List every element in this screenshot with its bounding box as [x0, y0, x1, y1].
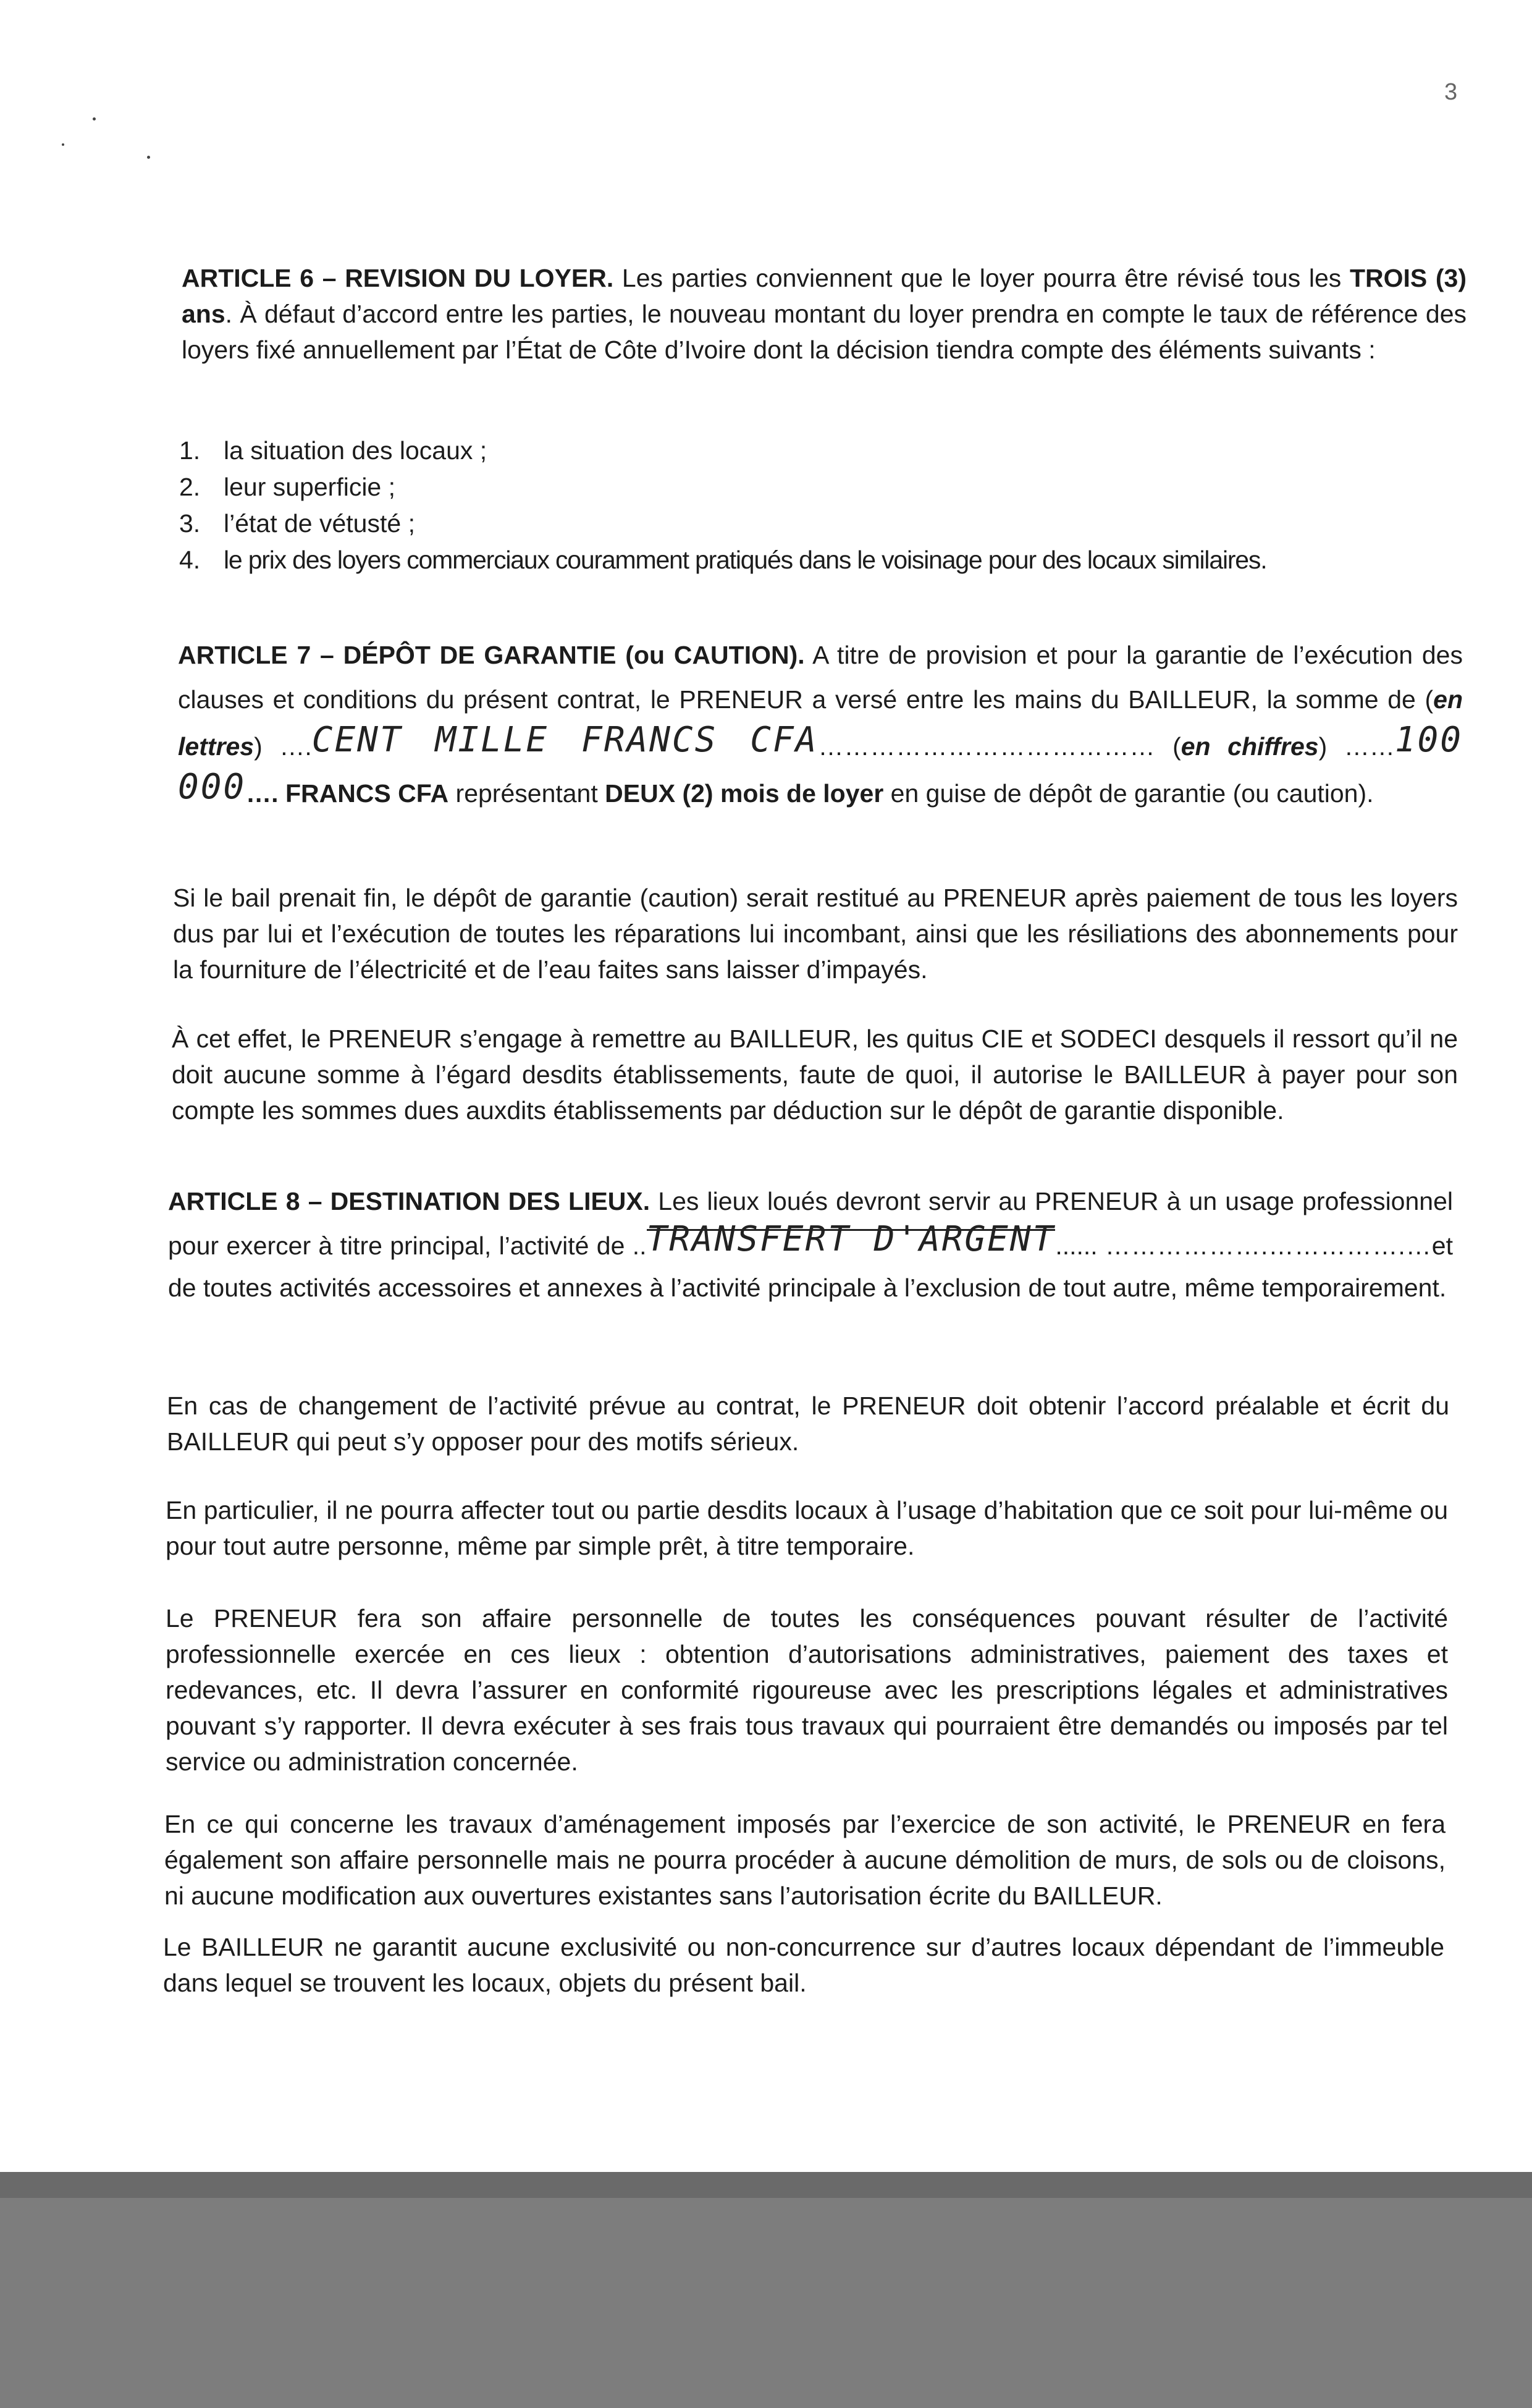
works-paragraph: En ce qui concerne les travaux d’aménagement imposés par l’exercice de son activité, le PRENEUR en fera également son affaire personnelle mais ne pourra procéder à aucune démolition de murs, de sols ou de cloisons, ni aucune modification aux ouvertures existantes sans l’autorisation écrite du BAILLEUR. [164, 1810, 1446, 1910]
preneur-obligations-paragraph: Le PRENEUR fera son affaire personnelle de toutes les conséquences pouvant résulter de l’activité professionnelle exercée en ces lieux : obtention d’autorisations administratives, paiement des taxes et redevances, etc. Il devra l’assurer en conformité rigoureuse avec les prescriptions légales et administratives pouvant s’y rapporter. Il devra exécuter à ses frais tous travaux qui pourraient être demandés ou imposés par tel service ou administration concernée. [166, 1604, 1448, 1776]
scan-speck [93, 117, 96, 120]
activity-change-paragraph: En cas de changement de l’activité prévue au contrat, le PRENEUR doit obtenir l’accord préalable et écrit du BAILLEUR qui peut s’y opposer pour des motifs sérieux. [167, 1392, 1449, 1456]
article-8-paragraph: ARTICLE 8 – DESTINATION DES LIEUX. Les lieux loués devront servir au PRENEUR à un usage professionnel pour exercer à titre principal, l’activité de ..TRANSFERT D'ARGENT...... ……………….…………….…et de toutes activités accessoires et annexes à l’activité principale à l’exclusion de tout autre, même temporairement. [168, 1187, 1453, 1302]
deposit-refund-paragraph: Si le bail prenait fin, le dépôt de garantie (caution) serait restitué au PRENEUR après paiement de tous les loyers dus par lui et l’exécution de toutes les réparations lui incombant, ainsi que les résiliations des abonnements pour la fourniture de l’électricité et de l’eau faites sans laisser d’impayés. [173, 884, 1458, 984]
quitus-paragraph: À cet effet, le PRENEUR s’engage à remettre au BAILLEUR, les quitus CIE et SODECI desquels il ressort qu’il ne doit aucune somme à l’égard desdits établissements, faute de quoi, il autorise le BAILLEUR à payer pour son compte les sommes dues auxdits établissements par déduction sur le dépôt de garantie disponible. [172, 1024, 1458, 1125]
habitation-restriction-paragraph: En particulier, il ne pourra affecter tout ou partie desdits locaux à l’usage d’habitation que ce soit pour lui-même ou pour tout autre personne, même par simple prêt, à titre temporaire. [166, 1496, 1448, 1560]
scan-speck [62, 143, 64, 146]
page-number: 3 [1444, 79, 1458, 105]
handwritten-amount-figures: 100 000 [178, 720, 1463, 807]
handwritten-activity: TRANSFERT D'ARGENT [646, 1219, 1056, 1259]
no-exclusivity-paragraph: Le BAILLEUR ne garantit aucune exclusivité ou non-concurrence sur d’autres locaux dépendant de l’immeuble dans lequel se trouvent les locaux, objets du présent bail. [163, 1933, 1444, 1997]
article-7-paragraph: ARTICLE 7 – DÉPÔT DE GARANTIE (ou CAUTION). A titre de provision et pour la garantie de l’exécution des clauses et conditions du présent contrat, le PRENEUR a versé entre les mains du BAILLEUR, la somme de (en lettres) ….CENT MILLE FRANCS CFA………………………………… (en chiffres) ……100 000…. FRANCS CFA représentant DEUX (2) mois de loyer en guise de dépôt de garantie (ou caution). [178, 641, 1463, 808]
article-7-heading: ARTICLE 7 – DÉPÔT DE GARANTIE (ou CAUTION). [178, 641, 805, 669]
article-8-heading: ARTICLE 8 – DESTINATION DES LIEUX. [168, 1187, 650, 1215]
list-item: 2. leur superficie ; [179, 473, 396, 501]
handwritten-amount-words: CENT MILLE FRANCS CFA [311, 720, 819, 760]
revision-period: TROIS (3) ans [182, 264, 1467, 328]
article-6-heading: ARTICLE 6 – REVISION DU LOYER. [182, 264, 614, 292]
revision-criteria-list [179, 433, 1415, 578]
article-6-paragraph: ARTICLE 6 – REVISION DU LOYER. Les parties conviennent que le loyer pourra être révisé tous les TROIS (3) ans. À défaut d’accord entre les parties, le nouveau montant du loyer prendra en compte le taux de référence des loyers fixé annuellement par l’État de Côte d’Ivoire dont la décision tiendra compte des éléments suivants : [182, 264, 1467, 364]
deposit-months: DEUX (2) mois de loyer [605, 779, 884, 808]
list-item: 4. le prix des loyers commerciaux couramment pratiqués dans le voisinage pour des locaux similaires. [179, 546, 1267, 574]
scan-border [0, 2172, 1532, 2198]
list-item: 3. l’état de vétusté ; [179, 509, 415, 538]
scan-speck [147, 156, 150, 159]
list-item: 1. la situation des locaux ; [179, 436, 487, 465]
